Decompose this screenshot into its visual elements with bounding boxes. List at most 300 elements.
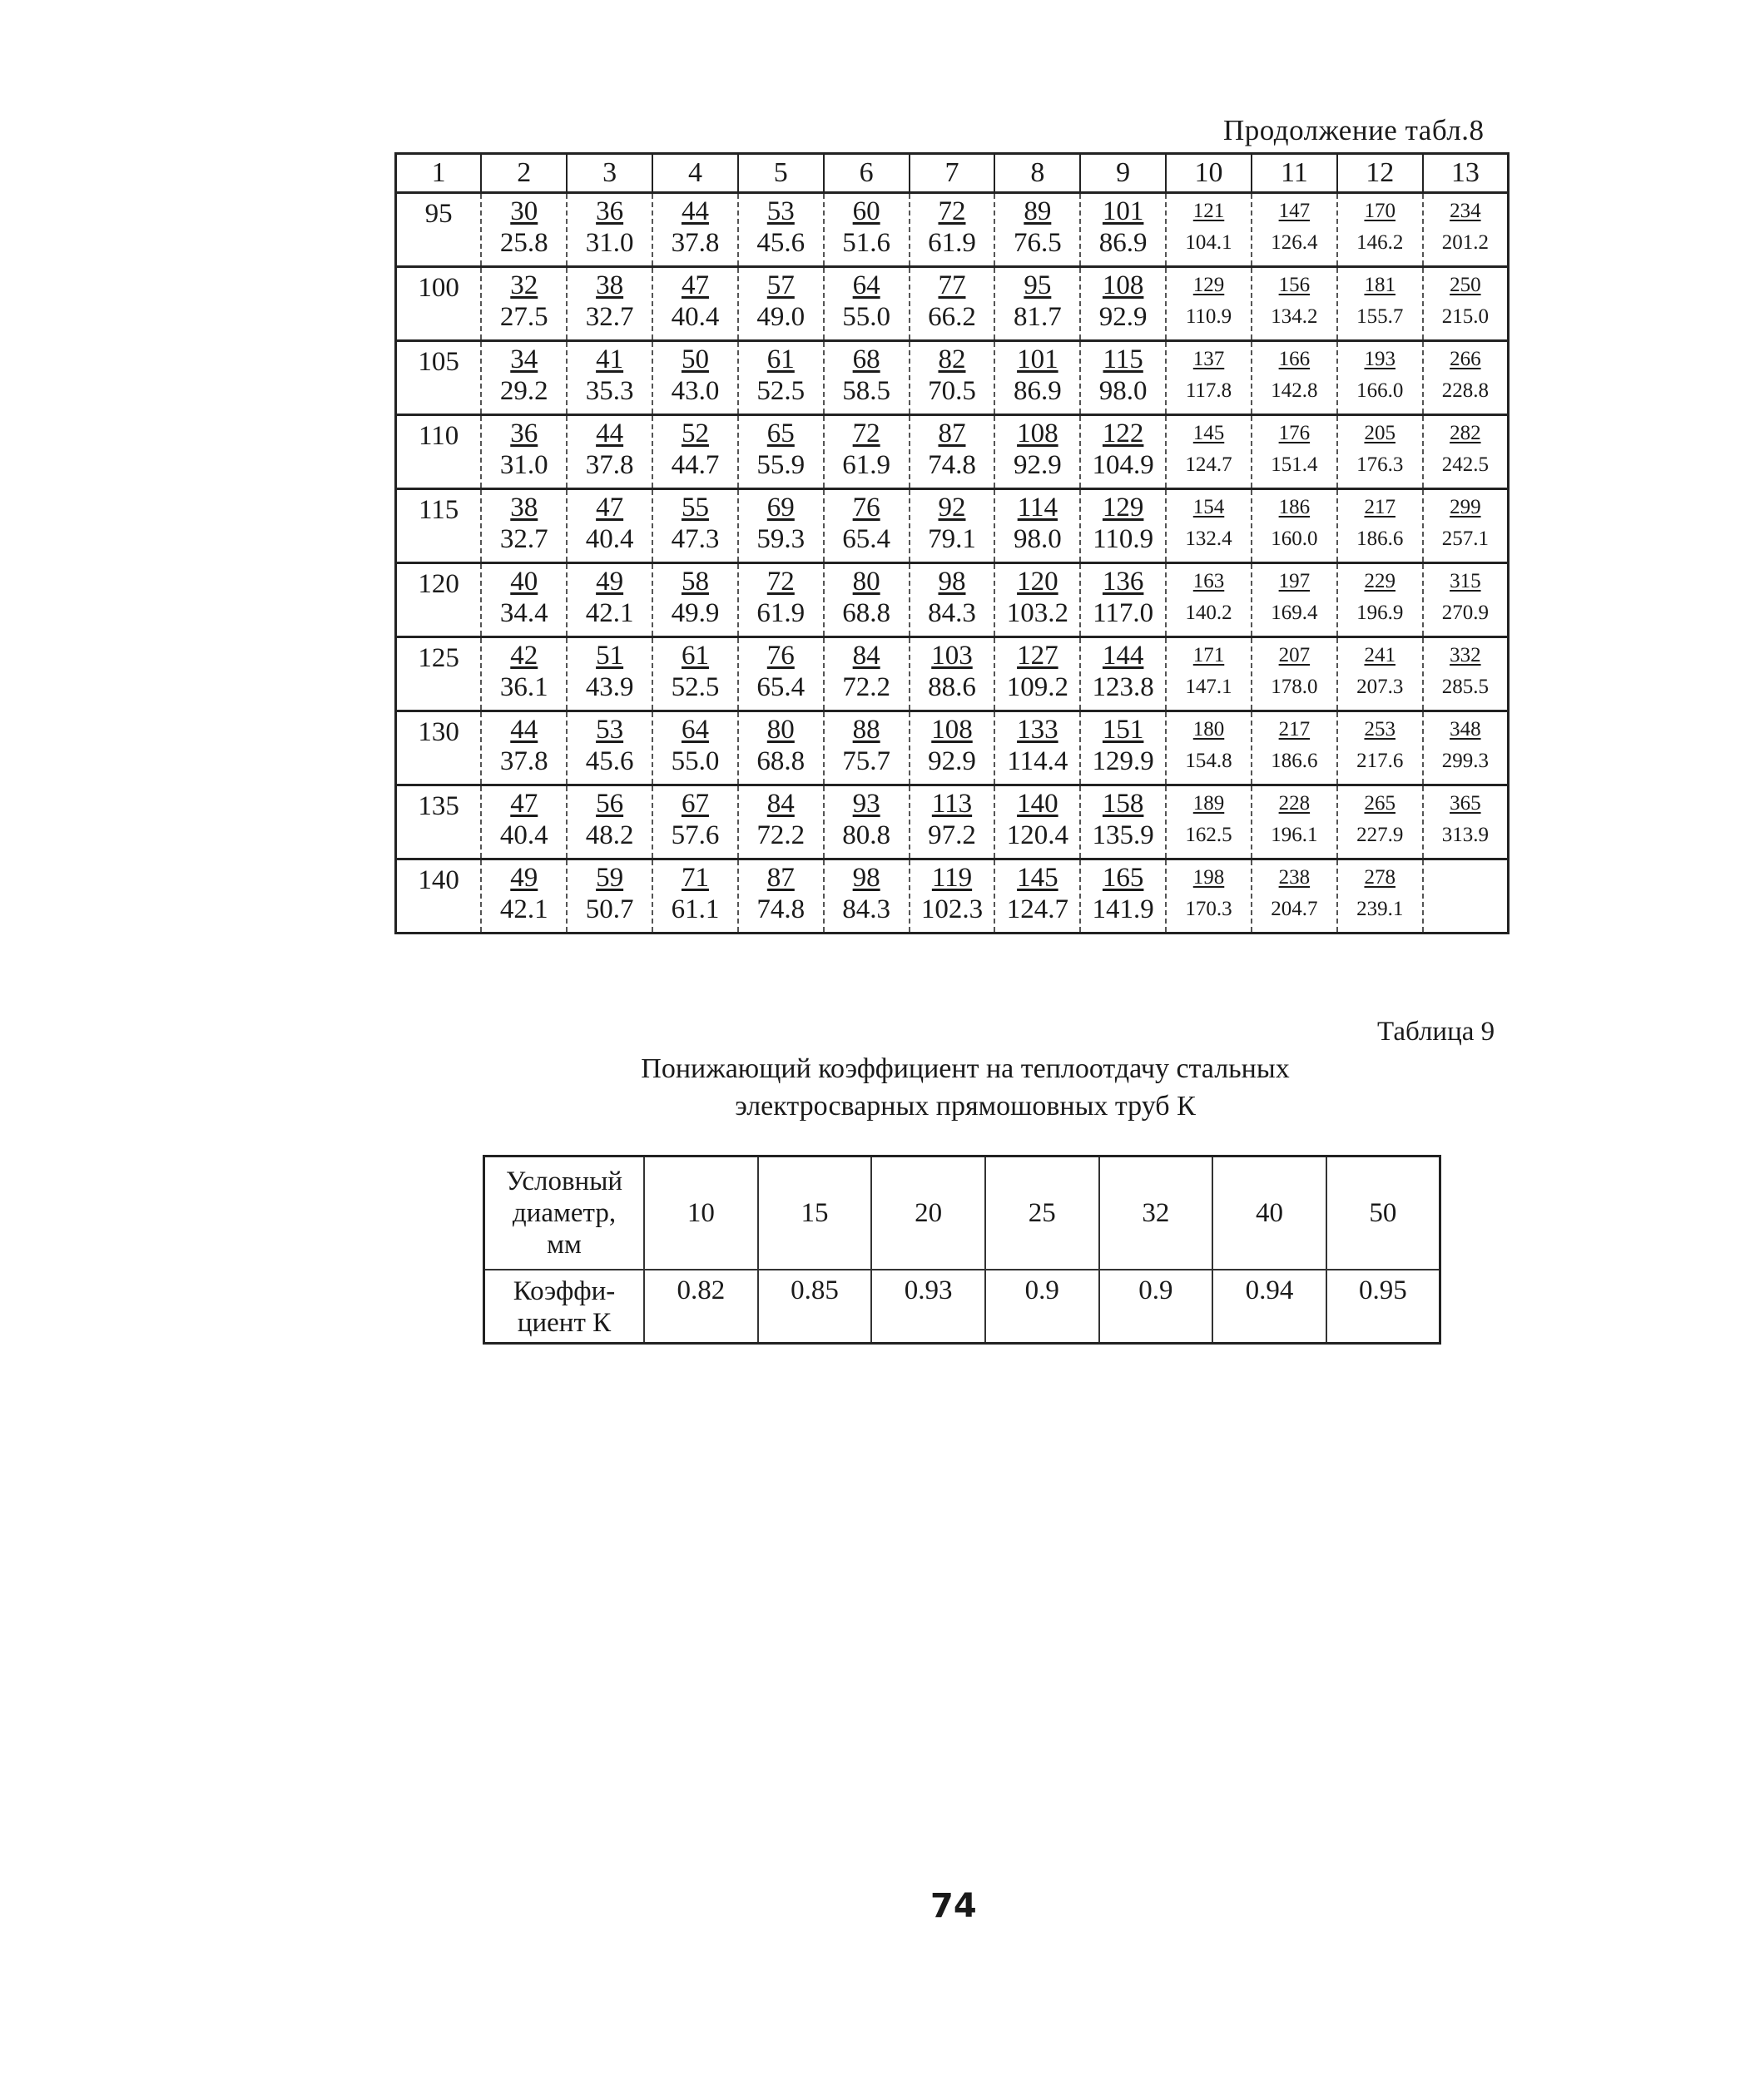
table8-cell-bottom-value: 141.9: [1092, 894, 1154, 924]
table9: [483, 1155, 1441, 1345]
table8-cell-bottom-value: 55.9: [756, 450, 806, 480]
table8-cell: [1166, 415, 1252, 489]
table8-cell-bottom-value: 37.8: [585, 450, 634, 480]
table8-cell: [994, 637, 1080, 711]
table8-cell-bottom-value: 207.3: [1356, 676, 1404, 698]
table8-cell: [481, 267, 567, 341]
table8-cell-top-value: 55: [681, 493, 709, 523]
table8-cell-bottom-value: 239.1: [1356, 898, 1404, 920]
table8-cell-top-value: 44: [596, 419, 624, 448]
table8-cell-top-value: 98: [852, 863, 880, 893]
table8-row-label: 125: [396, 637, 482, 711]
table8-cell: [824, 267, 910, 341]
table8-cell: [1423, 859, 1509, 934]
table8-cell-bottom-value: 40.4: [499, 820, 548, 850]
table8-cell-top-value: 88: [852, 715, 880, 745]
table8-row-label: 135: [396, 785, 482, 859]
table8-cell-bottom-value: 98.0: [1098, 376, 1148, 406]
table8-cell-bottom-value: 70.5: [928, 376, 976, 406]
table8-cell-top-value: 49: [510, 863, 538, 893]
table8-cell: [994, 267, 1080, 341]
table8-cell-top-value: 98: [938, 567, 966, 597]
table8-cell: [910, 785, 995, 859]
table8-cell: [824, 341, 910, 415]
table8-cell-top-value: 47: [596, 493, 624, 523]
table8-cell-top-value: 61: [681, 641, 709, 671]
table8-column-header: 2: [481, 154, 567, 193]
table8-cell-bottom-value: 186.6: [1356, 527, 1404, 550]
table8-cell-bottom-value: 103.2: [1006, 598, 1068, 628]
table8-cell-top-value: 101: [1017, 344, 1058, 374]
table8-cell: [1166, 267, 1252, 341]
table8-row: [396, 859, 1509, 934]
table8-cell-top-value: 332: [1450, 644, 1481, 666]
table8-cell: [910, 563, 995, 637]
table8-cell-top-value: 53: [596, 715, 624, 745]
table8-cell: [910, 267, 995, 341]
table8-cell-bottom-value: 204.7: [1271, 898, 1318, 920]
table8-cell: [1423, 637, 1509, 711]
table8-cell-bottom-value: 81.7: [1013, 302, 1062, 332]
table8-cell-bottom-value: 52.5: [756, 376, 806, 406]
table8-cell-bottom-value: 155.7: [1356, 305, 1404, 328]
table8-cell-top-value: 30: [510, 196, 538, 226]
table8-cell-top-value: 36: [596, 196, 624, 226]
table8-cell-bottom-value: 132.4: [1185, 527, 1232, 550]
table8-cell-top-value: 217: [1278, 718, 1311, 740]
table8-cell: [910, 341, 995, 415]
table8-cell-bottom-value: 102.3: [920, 894, 984, 924]
table8-cell: [481, 711, 567, 785]
table8-cell-bottom-value: 49.9: [671, 598, 720, 628]
table8-cell-top-value: 253: [1364, 718, 1396, 740]
table8-cell-bottom-value: 110.9: [1185, 305, 1232, 328]
table8-cell-top-value: 154: [1192, 496, 1225, 518]
table8-cell-top-value: 72: [938, 196, 966, 226]
page-number: 74: [930, 1887, 977, 1925]
table8-row-label: 105: [396, 341, 482, 415]
table8-cell: [824, 711, 910, 785]
table8-cell-bottom-value: 169.4: [1271, 602, 1318, 624]
table8-cell-bottom-value: 55.0: [842, 302, 891, 332]
table8-cell-bottom-value: 80.8: [842, 820, 891, 850]
table8-cell-top-value: 84: [852, 641, 880, 671]
table8-cell: [1080, 859, 1166, 934]
table8-cell-top-value: 80: [766, 715, 795, 745]
table8-cell-top-value: 108: [931, 715, 973, 745]
table8-cell-bottom-value: 124.7: [1185, 453, 1232, 476]
table8-cell: [481, 785, 567, 859]
table8-cell-bottom-value: 31.0: [499, 450, 548, 480]
table8-column-header: 11: [1252, 154, 1337, 193]
table8-cell-top-value: 265: [1364, 792, 1396, 815]
table8-row-label: 95: [396, 193, 482, 267]
table8-row: [396, 267, 1509, 341]
table8-cell: [738, 193, 824, 267]
table8-cell: [567, 489, 652, 563]
table8-cell-top-value: 234: [1450, 200, 1481, 222]
table8-column-header: 13: [1423, 154, 1509, 193]
table8-cell: [738, 267, 824, 341]
table8-cell-bottom-value: 196.9: [1356, 602, 1404, 624]
table8-cell-bottom-value: 270.9: [1441, 602, 1489, 624]
table8-cell-top-value: 122: [1102, 419, 1144, 448]
table8-cell: [567, 563, 652, 637]
table8-cell-bottom-value: 151.4: [1271, 453, 1318, 476]
table8-cell-top-value: 250: [1450, 274, 1481, 296]
table8-cell-bottom-value: 55.0: [671, 746, 720, 776]
table8-cell: [738, 415, 824, 489]
table8-cell-top-value: 64: [852, 270, 880, 300]
table8-cell-top-value: 65: [766, 419, 795, 448]
table8-cell: [994, 785, 1080, 859]
table8-cell-top-value: 44: [510, 715, 538, 745]
table8-cell-bottom-value: 75.7: [842, 746, 891, 776]
table9-coefficient-value: 0.94: [1212, 1270, 1326, 1344]
table8-cell-top-value: 64: [681, 715, 709, 745]
table8-cell-bottom-value: 186.6: [1271, 750, 1318, 772]
table8-cell: [481, 637, 567, 711]
table8-cell: [481, 489, 567, 563]
table8-cell: [567, 637, 652, 711]
table8-cell-bottom-value: 142.8: [1271, 379, 1318, 402]
table8-row: [396, 637, 1509, 711]
table8-row-label: 130: [396, 711, 482, 785]
table8-cell: [994, 859, 1080, 934]
table8-cell-top-value: 67: [681, 789, 709, 819]
table8-cell-bottom-value: 98.0: [1013, 524, 1062, 554]
table8-cell-top-value: 38: [596, 270, 624, 300]
table8-cell-top-value: 72: [852, 419, 880, 448]
table8-row-label: 110: [396, 415, 482, 489]
table8-cell-bottom-value: 257.1: [1441, 527, 1489, 550]
table8-cell-bottom-value: 36.1: [499, 672, 548, 702]
table8-cell: [994, 711, 1080, 785]
table9-coefficient-value: 0.95: [1326, 1270, 1440, 1344]
table8-cell-bottom-value: 134.2: [1271, 305, 1318, 328]
table8-cell-top-value: 147: [1278, 200, 1311, 222]
table8-cell: [652, 267, 738, 341]
table8-cell-bottom-value: 92.9: [1098, 302, 1148, 332]
table8-cell-bottom-value: 74.8: [928, 450, 976, 480]
table9-diameter-value: 25: [985, 1156, 1099, 1270]
table8-cell: [567, 711, 652, 785]
table8-cell-bottom-value: 160.0: [1271, 527, 1318, 550]
table8-cell-bottom-value: 61.9: [842, 450, 891, 480]
table8-cell: [1166, 711, 1252, 785]
table8-cell: [1252, 563, 1337, 637]
table8-cell-top-value: 121: [1192, 200, 1225, 222]
table8-cell-bottom-value: 57.6: [671, 820, 720, 850]
table9-diameter-header: [484, 1156, 645, 1270]
table8-continuation-label: Продолжение табл.8: [1223, 114, 1485, 146]
table8-cell: [1080, 341, 1166, 415]
table8-cell: [1080, 489, 1166, 563]
table9-diameter-value: 40: [1212, 1156, 1326, 1270]
table8-cell-bottom-value: 61.1: [671, 894, 720, 924]
table8-cell-top-value: 189: [1192, 792, 1225, 815]
table8-cell: [1166, 637, 1252, 711]
table8-cell: [481, 193, 567, 267]
table8-cell-top-value: 176: [1278, 422, 1311, 444]
table8-cell: [1337, 785, 1423, 859]
table8-cell-bottom-value: 43.9: [585, 672, 634, 702]
table8-cell-top-value: 93: [852, 789, 880, 819]
table8-cell-top-value: 113: [931, 789, 973, 819]
table8-cell-bottom-value: 97.2: [928, 820, 976, 850]
table8-cell-top-value: 198: [1192, 866, 1225, 889]
table8-cell-bottom-value: 215.0: [1441, 305, 1489, 328]
table8-cell: [567, 785, 652, 859]
table8-cell-bottom-value: 72.2: [842, 672, 891, 702]
table8-cell-top-value: 315: [1450, 570, 1481, 592]
table8-cell-top-value: 145: [1017, 863, 1058, 893]
table8-cell-bottom-value: 65.4: [842, 524, 891, 554]
table8-cell-top-value: 129: [1102, 493, 1144, 523]
table8-cell-bottom-value: 166.0: [1356, 379, 1404, 402]
table8-cell: [652, 193, 738, 267]
table8-cell: [1080, 785, 1166, 859]
table8-cell-bottom-value: 65.4: [756, 672, 806, 702]
table8-row: [396, 563, 1509, 637]
table8-cell-top-value: 197: [1278, 570, 1311, 592]
table8-cell-top-value: 47: [681, 270, 709, 300]
table8-cell-top-value: 278: [1364, 866, 1396, 889]
table8-cell-top-value: 115: [1103, 344, 1143, 374]
table8-cell: [652, 711, 738, 785]
table8-cell-bottom-value: 114.4: [1007, 746, 1068, 776]
table8-cell-bottom-value: 45.6: [756, 228, 806, 258]
table8-cell-bottom-value: 72.2: [756, 820, 806, 850]
table8-cell: [652, 489, 738, 563]
table8-cell: [910, 859, 995, 934]
table8-cell-bottom-value: 40.4: [671, 302, 720, 332]
table8-row: [396, 193, 1509, 267]
table8-cell: [1423, 785, 1509, 859]
table9-diameter-row: [484, 1156, 1440, 1270]
table8-cell-top-value: 101: [1102, 196, 1144, 226]
table8-cell: [1252, 489, 1337, 563]
table8-cell-top-value: 60: [852, 196, 880, 226]
table8-cell: [1337, 711, 1423, 785]
table8-cell: [1252, 859, 1337, 934]
table8-cell: [824, 489, 910, 563]
table8-cell: [738, 489, 824, 563]
table8-cell-bottom-value: 32.7: [585, 302, 634, 332]
table8-cell-bottom-value: 35.3: [585, 376, 634, 406]
table8-cell-top-value: 80: [852, 567, 880, 597]
table8-cell: [1252, 711, 1337, 785]
table8-header-row: [396, 154, 1509, 193]
table8-cell: [994, 341, 1080, 415]
table8-cell-bottom-value: 92.9: [928, 746, 976, 776]
table8-row-label: 140: [396, 859, 482, 934]
table8-cell: [1423, 267, 1509, 341]
table8-cell: [567, 415, 652, 489]
table8-cell: [994, 193, 1080, 267]
table8-cell-top-value: 140: [1017, 789, 1058, 819]
table8-cell: [1080, 267, 1166, 341]
table8-cell: [1166, 489, 1252, 563]
table8-cell-bottom-value: 92.9: [1013, 450, 1062, 480]
table8-cell-bottom-value: 120.4: [1006, 820, 1068, 850]
table8-cell: [1423, 341, 1509, 415]
table8-column-header: 7: [910, 154, 995, 193]
table8-cell: [567, 859, 652, 934]
table8-cell: [567, 341, 652, 415]
table8-cell: [481, 341, 567, 415]
table8-cell: [1337, 341, 1423, 415]
table8-body: [396, 193, 1509, 934]
table8-cell-bottom-value: 129.9: [1092, 746, 1154, 776]
table8-cell-top-value: 82: [938, 344, 966, 374]
table8-cell-bottom-value: 37.8: [671, 228, 720, 258]
table8-cell-bottom-value: 43.0: [671, 376, 720, 406]
table8-cell-bottom-value: 299.3: [1441, 750, 1489, 772]
table8-cell-bottom-value: 34.4: [499, 598, 548, 628]
table8-cell: [738, 637, 824, 711]
table8-column-header: 9: [1080, 154, 1166, 193]
table9-title-line2: электросварных прямошовных труб К: [735, 1091, 1196, 1122]
table8-cell-bottom-value: 86.9: [1098, 228, 1148, 258]
table8-row: [396, 711, 1509, 785]
table8-cell-bottom-value: 227.9: [1356, 824, 1404, 846]
table8-cell-top-value: 47: [510, 789, 538, 819]
table8-cell: [1166, 193, 1252, 267]
table8-cell-top-value: 52: [681, 419, 709, 448]
table8-cell-top-value: 207: [1278, 644, 1311, 666]
table8-cell-bottom-value: 44.7: [671, 450, 720, 480]
table8-cell-bottom-value: 68.8: [756, 746, 806, 776]
table8-cell: [824, 563, 910, 637]
table8-cell: [481, 563, 567, 637]
table8-cell: [910, 489, 995, 563]
table8-cell-bottom-value: 66.2: [928, 302, 976, 332]
table8-row-label: 120: [396, 563, 482, 637]
table8-cell-top-value: 299: [1450, 496, 1481, 518]
table9-diameter-value: 15: [758, 1156, 872, 1270]
table8-cell: [1423, 415, 1509, 489]
table8-cell-top-value: 89: [1024, 196, 1052, 226]
table8-cell-top-value: 76: [766, 641, 795, 671]
table8-column-header: 12: [1337, 154, 1423, 193]
table8-cell: [1337, 267, 1423, 341]
table9-diameter-value: 20: [871, 1156, 985, 1270]
table8-cell: [910, 637, 995, 711]
table8-cell-top-value: 87: [766, 863, 795, 893]
table8-column-header: 3: [567, 154, 652, 193]
table8-cell: [1166, 563, 1252, 637]
table8-cell: [1337, 193, 1423, 267]
table8-cell-top-value: 114: [1017, 493, 1058, 523]
table8-cell: [994, 415, 1080, 489]
table8-row: [396, 415, 1509, 489]
table8-cell-bottom-value: 40.4: [585, 524, 634, 554]
table8-cell: [738, 563, 824, 637]
table8-cell: [1166, 341, 1252, 415]
table8-row-label: 100: [396, 267, 482, 341]
table9-title: [466, 1050, 1465, 1125]
table8-cell-bottom-value: 84.3: [928, 598, 976, 628]
table8-cell-top-value: 348: [1450, 718, 1481, 740]
table8-cell: [910, 193, 995, 267]
table8-cell: [1080, 415, 1166, 489]
table8-cell-bottom-value: 61.9: [756, 598, 806, 628]
table8-cell-top-value: 42: [510, 641, 538, 671]
table8-cell-bottom-value: 59.3: [756, 524, 806, 554]
table8-cell-top-value: 61: [766, 344, 795, 374]
table8-cell-bottom-value: 48.2: [585, 820, 634, 850]
table8-cell-top-value: 92: [938, 493, 966, 523]
table8-cell-bottom-value: 42.1: [585, 598, 634, 628]
table8-cell: [652, 415, 738, 489]
table8-cell: [824, 193, 910, 267]
table8-cell: [910, 415, 995, 489]
table8-cell-top-value: 266: [1450, 348, 1481, 370]
table8-cell-top-value: 137: [1192, 348, 1225, 370]
table8-cell-bottom-value: 31.0: [585, 228, 634, 258]
table9-diameter-header-line: диаметр,: [512, 1198, 617, 1228]
table9-coefficient-value: 0.9: [1099, 1270, 1213, 1344]
table8-cell-bottom-value: 117.0: [1093, 598, 1154, 628]
table8-cell-top-value: 136: [1102, 567, 1144, 597]
table8-cell-top-value: 57: [766, 270, 795, 300]
table8-cell: [652, 637, 738, 711]
table8-cell-top-value: 120: [1017, 567, 1058, 597]
table8-cell: [824, 859, 910, 934]
table8-cell-bottom-value: 52.5: [671, 672, 720, 702]
table8-cell: [567, 267, 652, 341]
table8-cell: [1337, 563, 1423, 637]
table8-cell-top-value: 68: [852, 344, 880, 374]
table8-column-header: 10: [1166, 154, 1252, 193]
table8-cell-top-value: 49: [596, 567, 624, 597]
table8-cell-bottom-value: 176.3: [1356, 453, 1404, 476]
table8-cell-bottom-value: 104.9: [1092, 450, 1154, 480]
table8-cell: [738, 785, 824, 859]
table8-cell-top-value: 72: [766, 567, 795, 597]
table8-cell-top-value: 181: [1364, 274, 1396, 296]
table8-cell: [1252, 785, 1337, 859]
table8-cell: [994, 489, 1080, 563]
table8-cell-bottom-value: 285.5: [1441, 676, 1489, 698]
table8-cell: [1337, 489, 1423, 563]
table8-cell-bottom-value: 170.3: [1185, 898, 1232, 920]
table8-cell-top-value: 38: [510, 493, 538, 523]
table8-cell: [824, 785, 910, 859]
table8-cell: [738, 341, 824, 415]
table9-diameter-header-line: Условный: [505, 1166, 623, 1196]
table8-cell-bottom-value: 68.8: [842, 598, 891, 628]
table8-cell-top-value: 144: [1102, 641, 1144, 671]
table8-cell: [481, 859, 567, 934]
table8-cell-top-value: 365: [1450, 792, 1481, 815]
table8-cell-top-value: 103: [931, 641, 973, 671]
table8-cell-top-value: 59: [596, 863, 624, 893]
table8-cell-bottom-value: 42.1: [499, 894, 548, 924]
table8-cell-top-value: 158: [1102, 789, 1144, 819]
table9-coefficient-value: 0.85: [758, 1270, 872, 1344]
table8-cell: [1423, 711, 1509, 785]
table8-cell-bottom-value: 27.5: [499, 302, 548, 332]
table8-cell-top-value: 71: [681, 863, 709, 893]
table8-cell: [1423, 489, 1509, 563]
table8-cell: [994, 563, 1080, 637]
table8-cell: [1423, 563, 1509, 637]
table9-coefficient-header: [484, 1270, 645, 1344]
table8-cell-bottom-value: 50.7: [585, 894, 634, 924]
table8-cell-top-value: 87: [938, 419, 966, 448]
